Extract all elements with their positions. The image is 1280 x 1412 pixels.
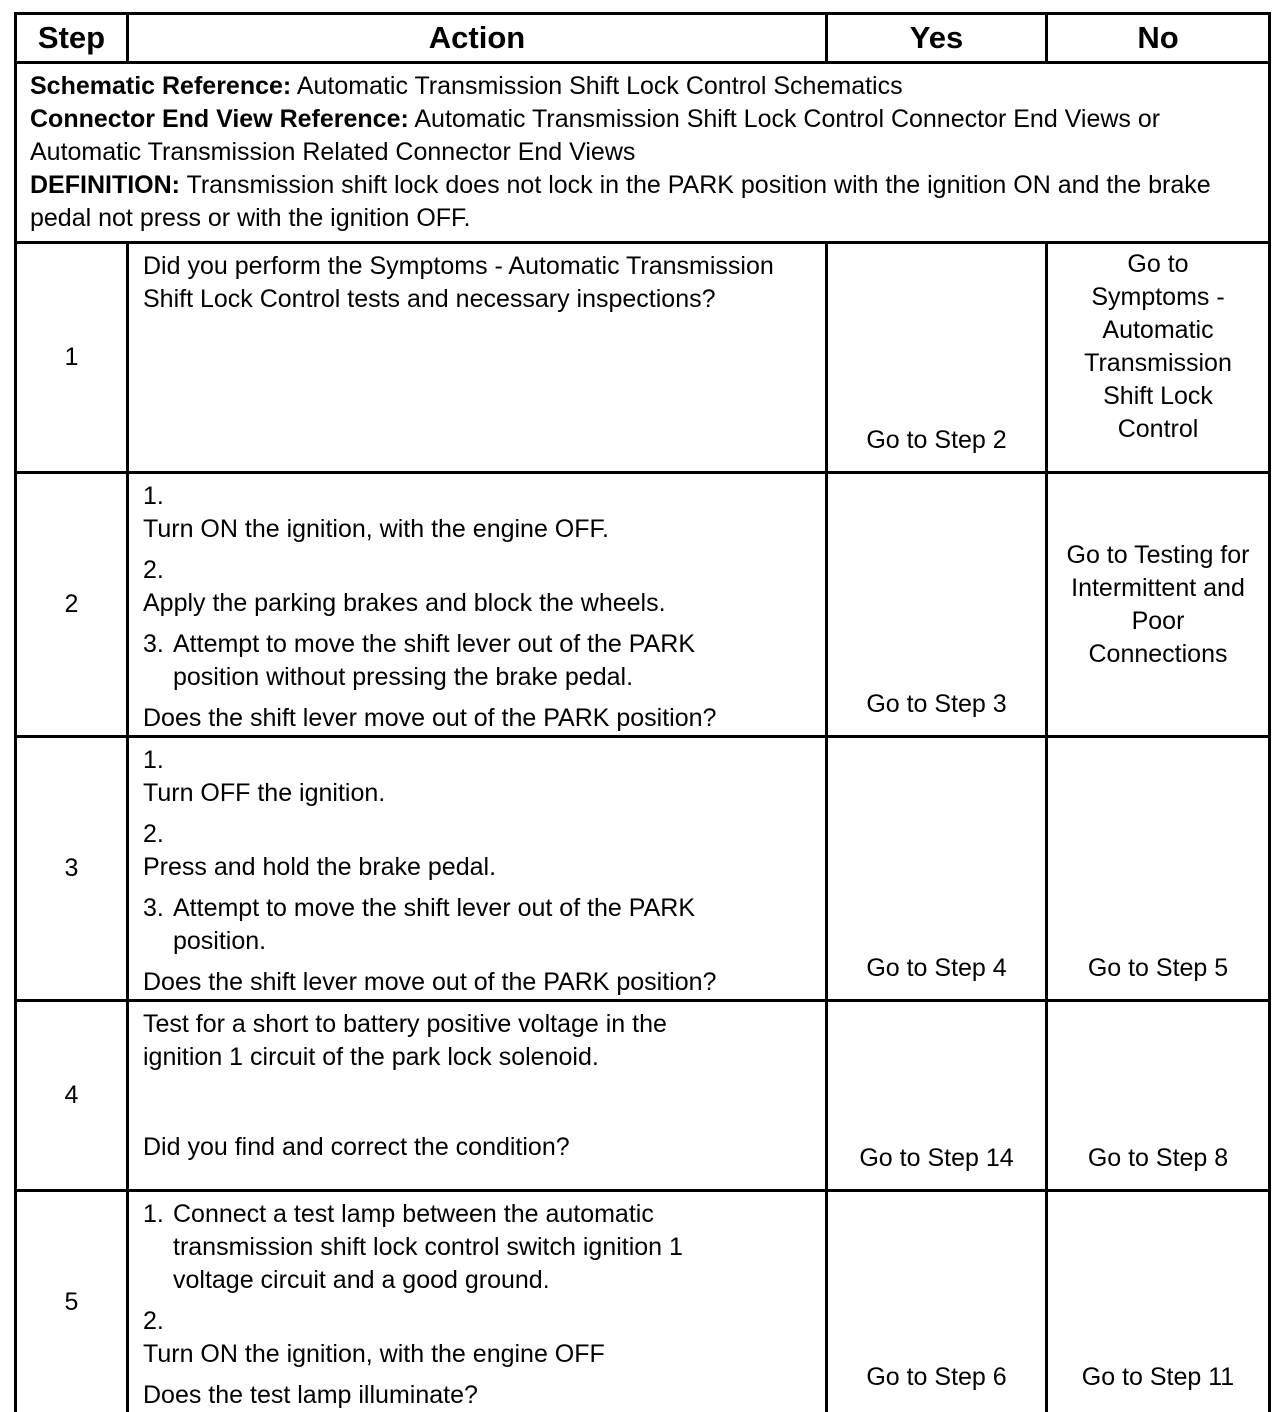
table-row (16, 1001, 1270, 1191)
list-item (143, 818, 811, 884)
action-cell (128, 1191, 827, 1412)
schematic-label: Schematic Reference: (30, 72, 291, 100)
question-text: Does the shift lever move out of the PARK position? (143, 702, 811, 735)
step-number: 1 (16, 243, 128, 473)
definition-label: DEFINITION: (30, 171, 180, 199)
connector-reference (30, 103, 1268, 169)
diagnostic-table (14, 12, 1271, 1412)
item-number: 3. (143, 892, 173, 925)
header-yes: Yes (827, 14, 1047, 63)
connector-text: Automatic Transmission Shift Lock Control Connector End Views or Automatic Transmission Related Connector End Views (30, 105, 1160, 166)
step-number: 4 (16, 1001, 128, 1191)
item-number: 3. (143, 628, 173, 661)
no-text: Go to Testing for Intermittent and Poor Connections (1067, 541, 1250, 668)
no-cell (1047, 473, 1270, 737)
list-item (143, 554, 811, 620)
item-text: Attempt to move the shift lever out of the PARK position. (173, 892, 773, 958)
list-item (143, 892, 811, 958)
action-cell (128, 243, 827, 473)
yes-cell: Go to Step 6 (827, 1191, 1047, 1412)
definition (30, 169, 1268, 235)
list-item (143, 744, 811, 810)
list-item (143, 1305, 811, 1371)
step-number: 5 (16, 1191, 128, 1412)
item-text: Turn OFF the ignition. (143, 777, 783, 810)
no-text: Go to Symptoms - Automatic Transmission Shift Lock Control (1084, 250, 1232, 443)
schematic-reference (30, 70, 1268, 103)
schematic-text: Automatic Transmission Shift Lock Control Schematics (297, 72, 903, 100)
no-cell (1047, 243, 1270, 473)
table-row (16, 473, 1270, 737)
item-text: Attempt to move the shift lever out of the PARK position without pressing the brake pedal. (173, 628, 773, 694)
header-step: Step (16, 14, 128, 63)
item-number: 1. (143, 480, 173, 513)
list-item (143, 628, 811, 694)
table-row (16, 737, 1270, 1001)
item-text: Turn ON the ignition, with the engine OFF (143, 1338, 783, 1371)
item-number: 1. (143, 1198, 173, 1231)
item-text: Turn ON the ignition, with the engine OFF. (143, 513, 783, 546)
intro-cell (16, 63, 1270, 243)
intro-row (16, 63, 1270, 243)
yes-cell: Go to Step 4 (827, 737, 1047, 1001)
action-cell (128, 1001, 827, 1191)
list-item (143, 1198, 811, 1297)
item-text: Press and hold the brake pedal. (143, 851, 783, 884)
yes-cell: Go to Step 3 (827, 473, 1047, 737)
action-text: Test for a short to battery positive voltage in the ignition 1 circuit of the park lock solenoid. (143, 1008, 811, 1074)
item-number: 2. (143, 1305, 173, 1338)
header-no: No (1047, 14, 1270, 63)
no-cell: Go to Step 5 (1047, 737, 1270, 1001)
question-text: Did you find and correct the condition? (143, 1131, 811, 1164)
yes-cell: Go to Step 2 (827, 243, 1047, 473)
action-cell (128, 473, 827, 737)
connector-label: Connector End View Reference: (30, 105, 409, 133)
no-cell: Go to Step 8 (1047, 1001, 1270, 1191)
definition-text: Transmission shift lock does not lock in the PARK position with the ignition ON and the brake pedal not press or with the ignition OFF. (30, 171, 1211, 232)
header-action: Action (128, 14, 827, 63)
item-text: Apply the parking brakes and block the wheels. (143, 587, 783, 620)
header-row (16, 14, 1270, 63)
table-row (16, 1191, 1270, 1412)
list-item (143, 480, 811, 546)
yes-cell: Go to Step 14 (827, 1001, 1047, 1191)
item-number: 2. (143, 818, 173, 851)
action-cell (128, 737, 827, 1001)
step-number: 3 (16, 737, 128, 1001)
item-text: Connect a test lamp between the automatic transmission shift lock control switch ignition 1 voltage circuit and a good ground. (173, 1198, 763, 1297)
item-number: 2. (143, 554, 173, 587)
step-number: 2 (16, 473, 128, 737)
item-number: 1. (143, 744, 173, 777)
no-cell: Go to Step 11 (1047, 1191, 1270, 1412)
action-text: Did you perform the Symptoms - Automatic Transmission Shift Lock Control tests and necessary inspections? (143, 250, 811, 316)
table-row (16, 243, 1270, 473)
question-text: Does the test lamp illuminate? (143, 1379, 811, 1412)
question-text: Does the shift lever move out of the PARK position? (143, 966, 811, 999)
